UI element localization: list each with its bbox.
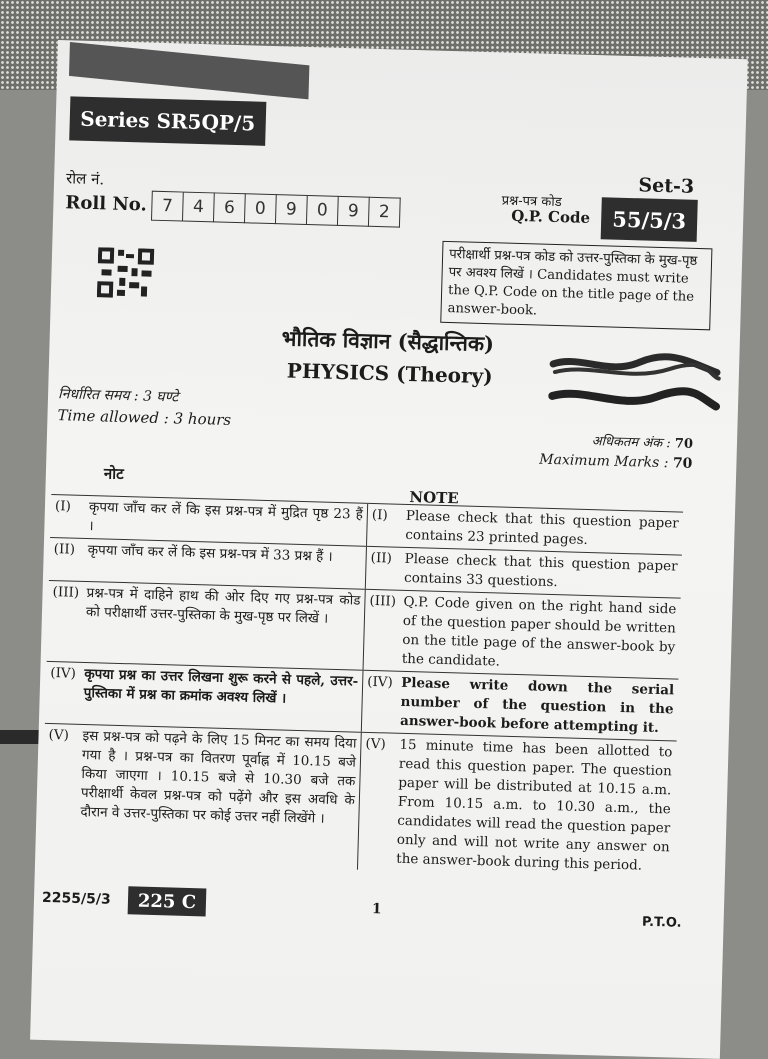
top-dark-strip xyxy=(69,42,309,99)
note-number: (I) xyxy=(54,498,72,515)
note-text-english: Please check that this question paper contains 33 questions. xyxy=(403,550,678,591)
max-marks-english-label: Maximum Marks : xyxy=(539,451,669,472)
roll-digit: 7 xyxy=(151,191,184,222)
redaction-scribble xyxy=(548,350,722,419)
roll-digit: 0 xyxy=(245,193,277,224)
note-number: (V) xyxy=(48,727,70,744)
note-text-english: 15 minute time has been allotted to read this question paper. The question paper will be distributed at 10.15 a.m. From 10.15 a.m. to 10.30 a.m., the candidates will read the question paper only and will not write any answer on the answer-book during this period. xyxy=(396,736,673,874)
set-label: Set-3 xyxy=(638,174,695,198)
note-number: (I) xyxy=(371,506,388,524)
note-text-english: Please check that this question paper contains 23 printed pages. xyxy=(405,507,679,548)
note-text-hindi: प्रश्न-पत्र में दाहिने हाथ की ओर दिए गए प्रश्न-पत्र कोड को परीक्षार्थी उत्तर-पुस्तिका के मुख-पृष्ठ पर लिखें । xyxy=(85,585,361,627)
page-number: 1 xyxy=(371,901,382,918)
time-allowed-english: Time allowed : 3 hours xyxy=(57,406,232,429)
note-text-hindi: कृपया जाँच कर लें कि इस प्रश्न-पत्र में 33 प्रश्न हैं । xyxy=(87,542,333,565)
roll-digit: 4 xyxy=(183,192,215,223)
qr-code-icon xyxy=(97,247,156,301)
qp-code-label-hindi: प्रश्न-पत्र कोड xyxy=(501,193,562,211)
note-number: (IV) xyxy=(366,673,394,691)
roll-digit: 0 xyxy=(307,195,339,226)
paper-code: 2255/5/3 xyxy=(41,889,111,908)
note-cell-hindi xyxy=(50,495,367,546)
note-text-hindi: कृपया जाँच कर लें कि इस प्रश्न-पत्र में मुद्रित पृष्ठ 23 हैं । xyxy=(88,499,364,535)
note-number: (V) xyxy=(365,735,386,753)
roll-digit: 9 xyxy=(338,196,370,227)
note-cell-english xyxy=(361,671,679,741)
note-number: (III) xyxy=(369,592,397,610)
roll-label-english: Roll No. xyxy=(65,192,148,216)
notes-heading-english: NOTE xyxy=(409,487,459,508)
note-number: (II) xyxy=(370,549,393,567)
note-text-hindi: कृपया प्रश्न का उत्तर लिखना शुरू करने से पहले, उत्तर-पुस्तिका में प्रश्न का क्रमांक अवश्य लिखें । xyxy=(83,665,359,707)
note-number: (III) xyxy=(52,584,80,601)
note-cell-english xyxy=(357,733,677,879)
note-row xyxy=(41,723,677,879)
note-text-hindi: इस प्रश्न-पत्र को पढ़ने के लिए 15 मिनट का समय दिया गया है । प्रश्न-पत्र का वितरण पूर्वाह्न में 10.15 बजे किया जाएगा । 10.15 बजे से 10.30 बजे तक परीक्षार्थी केवल प्रश्न-पत्र को पढ़ेंगे और इस अवधि के दौरान वे उत्तर-पुस्तिका पर कोई उत्तर नहीं लिखेंगे । xyxy=(80,727,357,827)
notes-table xyxy=(41,460,684,878)
note-text-english: Please write down the serial number of the question in the answer-book before attempting it. xyxy=(399,674,675,737)
max-marks-hindi xyxy=(592,431,694,452)
max-marks-value: 70 xyxy=(674,436,694,452)
roll-digit: 6 xyxy=(214,192,246,223)
note-cell-english xyxy=(365,547,682,598)
roll-number-boxes xyxy=(151,191,401,228)
note-number: (II) xyxy=(53,541,76,558)
note-number: (IV) xyxy=(50,665,77,682)
qp-code-label-english: Q.P. Code xyxy=(511,206,591,227)
roll-digit: 2 xyxy=(369,197,401,228)
paper-code-badge: 225 C xyxy=(128,886,207,916)
series-label: Series SR5QP/5 xyxy=(69,96,266,145)
qp-code-badge: 55/5/3 xyxy=(601,197,698,242)
subject-title-hindi: भौतिक विज्ञान (सैद्धान्तिक) xyxy=(281,325,495,357)
note-text-english: Q.P. Code given on the right hand side of the question paper should be written on the title page of the answer-book by the candidate. xyxy=(401,593,677,670)
roll-digit: 9 xyxy=(276,194,308,225)
candidate-instruction-box: परीक्षार्थी प्रश्न-पत्र कोड को उत्तर-पुस्तिका के मुख-पृष्ठ पर अवश्य लिखें । Candidates must write the Q.P. Code on the title page of the answer-book. xyxy=(440,241,712,331)
subject-title-english: PHYSICS (Theory) xyxy=(286,358,494,389)
note-cell-hindi xyxy=(49,538,366,589)
time-allowed-hindi: निर्धारित समय : 3 घण्टे xyxy=(57,386,179,406)
exam-paper-page xyxy=(30,40,748,1059)
max-marks-english xyxy=(539,452,693,472)
note-cell-hindi xyxy=(47,581,365,670)
max-marks-value: 70 xyxy=(672,455,693,472)
max-marks-hindi-label: अधिकतम अंक : xyxy=(591,434,671,452)
note-cell-english xyxy=(363,590,681,679)
note-cell-hindi xyxy=(45,662,363,732)
notes-heading-hindi: नोट xyxy=(103,464,124,483)
note-cell-hindi xyxy=(41,724,361,870)
roll-label-hindi: रोल नं. xyxy=(65,169,105,189)
note-cell-english xyxy=(366,504,683,555)
pto-label: P.T.O. xyxy=(641,914,682,931)
